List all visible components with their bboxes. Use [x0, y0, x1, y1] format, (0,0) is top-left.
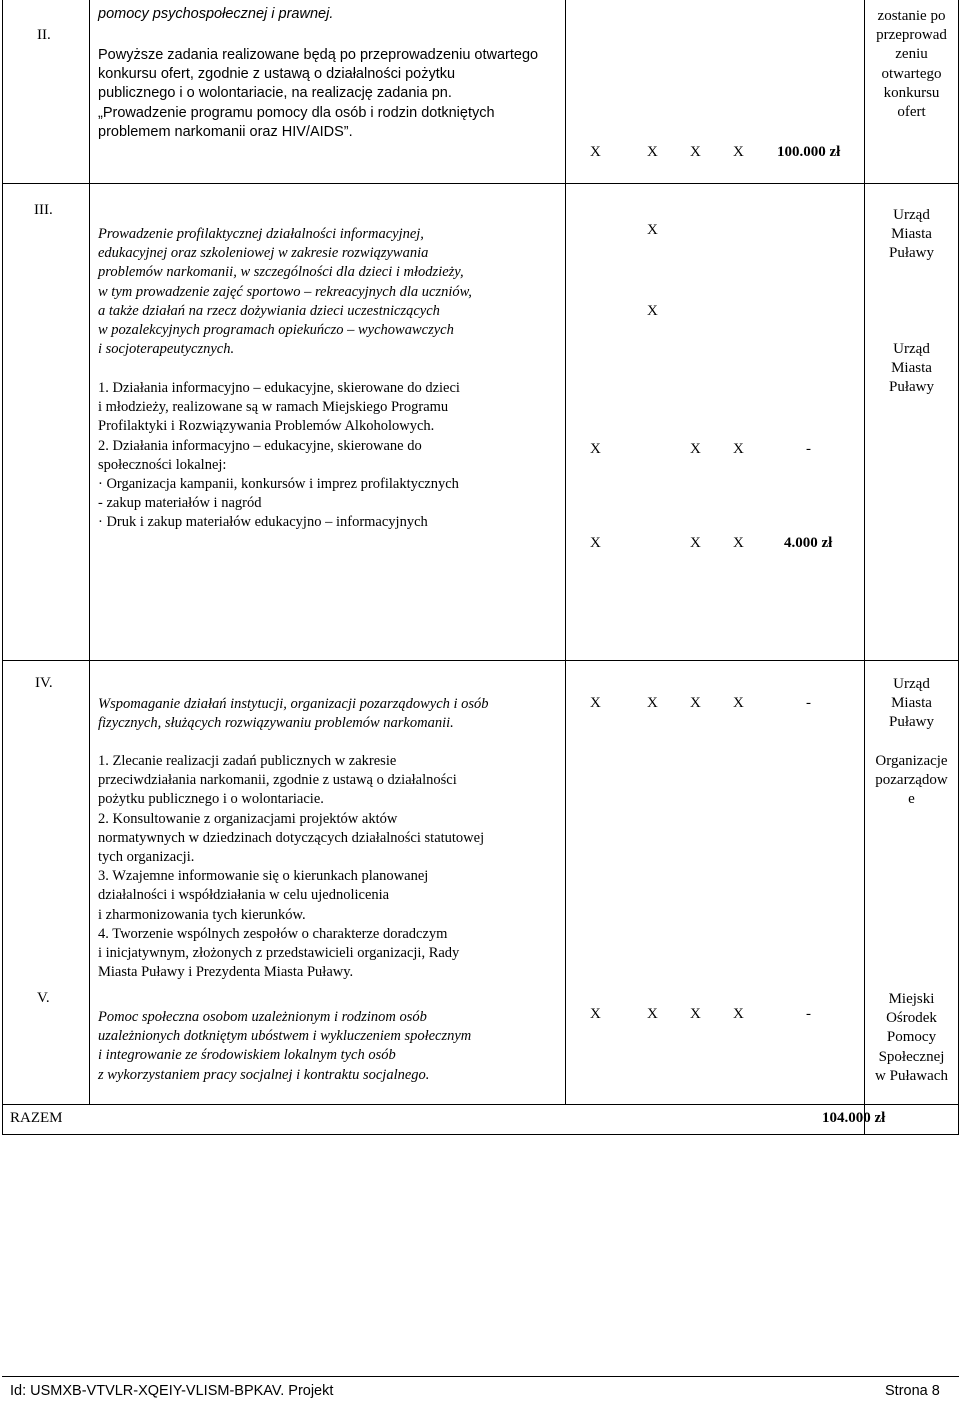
text-line: Profilaktyki i Rozwiązywania Problemów Alkoholowych.	[98, 418, 435, 435]
row-sep-total-bottom	[2, 1134, 959, 1135]
text-line: otwartego	[881, 65, 942, 82]
responsible-unit	[865, 990, 958, 1086]
text-line: Puławy	[889, 245, 934, 262]
text-line: fizycznych, służących rozwiązywaniu problemów narkomanii.	[98, 715, 454, 732]
text-line: pozarządow	[875, 772, 948, 789]
footer-rule	[2, 1376, 959, 1377]
text-line: w pozalekcyjnych programach opiekuńczo – wychowawczych	[98, 322, 454, 339]
mark-x: X	[733, 535, 744, 551]
text-line: Miasta	[891, 226, 932, 243]
mark-x: X	[590, 441, 601, 457]
text-line: e	[908, 791, 915, 808]
mark-x: X	[590, 1006, 601, 1022]
text-line: Organizacje	[875, 753, 948, 769]
text-line: Prowadzenie profilaktycznej działalności informacyjnej,	[98, 226, 424, 242]
text-line: społeczności lokalnej:	[98, 456, 227, 473]
text-line: z wykorzystaniem pracy socjalnej i kontraktu socjalnego.	[98, 1066, 430, 1083]
responsible-unit	[865, 675, 958, 733]
row-number: II.	[37, 27, 51, 43]
amount: 4.000 zł	[784, 535, 833, 551]
text-line: i zharmonizowania tych kierunków.	[98, 906, 306, 923]
text-line: 2. Konsultowanie z organizacjami projektów aktów	[98, 810, 398, 827]
text-line: konkursu ofert, zgodnie z ustawą o działalności pożytku	[98, 66, 456, 83]
row-sep-total-top	[2, 1104, 959, 1105]
text-line: 1. Działania informacyjno – edukacyjne, skierowane do dzieci	[98, 380, 460, 396]
text-line: Miasta	[891, 695, 932, 712]
text-line: 4. Tworzenie wspólnych zespołów o charakterze doradczym	[98, 925, 448, 942]
text-line: i inicjatywnym, złożonych z przedstawicieli organizacji, Rady	[98, 945, 460, 962]
col-sep-desc	[565, 0, 566, 1104]
text-line: Miasta	[891, 360, 932, 377]
row-number: IV.	[35, 675, 53, 691]
text-line: - zakup materiałów i nagród	[98, 495, 262, 512]
row-continuation-text: pomocy psychospołecznej i prawnej.	[98, 6, 334, 22]
mark-x: X	[690, 441, 701, 457]
mark-x: X	[590, 535, 601, 551]
text-line: · Organizacja kampanii, konkursów i imprez profilaktycznych	[98, 476, 459, 493]
text-line: przeprowad	[876, 27, 947, 44]
mark-x: X	[733, 695, 744, 711]
responsible-unit	[865, 752, 958, 810]
row-number: III.	[34, 202, 53, 218]
col-sep-amount	[864, 0, 865, 1134]
mark-x: X	[733, 144, 744, 160]
table-border-left	[2, 0, 3, 1134]
mark-x: X	[647, 1006, 658, 1022]
mark-x: X	[690, 535, 701, 551]
text-line: ofert	[897, 104, 926, 121]
text-line: Puławy	[889, 379, 934, 396]
text-line: konkursu	[883, 84, 940, 101]
row-number: V.	[37, 990, 50, 1006]
mark-x: X	[733, 441, 744, 457]
row-sep-3-4	[2, 660, 959, 661]
text-line: przeciwdziałania narkomanii, zgodnie z ustawą o działalności	[98, 772, 457, 789]
mark-x: X	[590, 144, 601, 160]
mark-x: X	[590, 695, 601, 711]
mark-x: X	[647, 144, 658, 160]
text-line: Urząd	[893, 341, 930, 357]
amount: 100.000 zł	[777, 144, 841, 160]
text-line: uzależnionych dotkniętym ubóstwem i wykluczeniem społecznym	[98, 1028, 472, 1045]
text-line: w tym prowadzenie zajęć sportowo – rekreacyjnych dla uczniów,	[98, 283, 472, 300]
document-id: Id: USMXB-VTVLR-XQEIY-VLISM-BPKAV. Projekt	[10, 1383, 334, 1399]
row-items	[98, 752, 484, 982]
responsible-unit	[865, 206, 958, 264]
text-line: Urząd	[893, 676, 930, 692]
mark-dash: -	[806, 1006, 811, 1022]
text-line: zeniu	[895, 46, 928, 63]
row-intro	[98, 1008, 471, 1085]
mark-x: X	[733, 1006, 744, 1022]
row-sep-2-3	[2, 183, 959, 184]
mark-x: X	[690, 1006, 701, 1022]
text-line: Miejski	[888, 991, 935, 1007]
text-line: pożytku publicznego i o wolontariacie.	[98, 791, 324, 808]
table-border-right	[958, 0, 959, 1134]
mark-dash: -	[806, 695, 811, 711]
text-line: Urząd	[893, 207, 930, 223]
text-line: 3. Wzajemne informowanie się o kierunkach planowanej	[98, 868, 429, 885]
mark-x: X	[647, 303, 658, 319]
row-items	[98, 379, 460, 533]
mark-x: X	[690, 695, 701, 711]
text-line: normatywnych w dziedzinach dotyczących działalności statutowej	[98, 829, 485, 846]
text-line: Wspomaganie działań instytucji, organizacji pozarządowych i osób	[98, 696, 489, 712]
row-description	[98, 46, 538, 142]
responsible-unit	[865, 340, 958, 398]
mark-x: X	[647, 695, 658, 711]
total-amount: 104.000 zł	[822, 1110, 886, 1126]
row-intro	[98, 695, 489, 733]
text-line: Powyższe zadania realizowane będą po przeprowadzeniu otwartego	[98, 47, 539, 63]
page-number: Strona 8	[885, 1383, 940, 1399]
text-line: problemem narkomanii oraz HIV/AIDS”.	[98, 123, 353, 140]
text-line: działalności i współdziałania w celu ujednolicenia	[98, 887, 390, 904]
responsible-note	[865, 7, 958, 122]
text-line: tych organizacji.	[98, 849, 195, 866]
col-sep-num	[89, 0, 90, 1104]
text-line: w Puławach	[875, 1067, 948, 1084]
text-line: a także działań na rzecz dożywiania dzieci uczestniczących	[98, 302, 440, 319]
mark-x: X	[647, 222, 658, 238]
text-line: Miasta Puławy i Prezydenta Miasta Puławy.	[98, 964, 354, 981]
text-line: i integrowanie ze środowiskiem lokalnym tych osób	[98, 1047, 396, 1064]
text-line: edukacyjnej oraz szkoleniowej w zakresie rozwiązywania	[98, 245, 429, 262]
text-line: i młodzieży, realizowane są w ramach Miejskiego Programu	[98, 399, 449, 416]
mark-x: X	[690, 144, 701, 160]
text-line: Puławy	[889, 714, 934, 731]
text-line: Ośrodek	[886, 1010, 937, 1027]
mark-dash: -	[806, 441, 811, 457]
text-line: zostanie po	[877, 8, 946, 24]
text-line: Pomoc społeczna osobom uzależnionym i rodzinom osób	[98, 1009, 427, 1025]
text-line: 2. Działania informacyjno – edukacyjne, skierowane do	[98, 437, 422, 454]
text-line: i socjoterapeutycznych.	[98, 341, 235, 358]
text-line: 1. Zlecanie realizacji zadań publicznych w zakresie	[98, 753, 397, 769]
text-line: Pomocy	[886, 1029, 937, 1046]
text-line: Społecznej	[878, 1048, 945, 1065]
row-intro	[98, 225, 472, 359]
text-line: problemów narkomanii, w szczególności dla dzieci i młodzieży,	[98, 264, 464, 281]
text-line: · Druk i zakup materiałów edukacyjno – informacyjnych	[98, 514, 428, 531]
total-label: RAZEM	[10, 1110, 63, 1126]
text-line: publicznego i o wolontariacie, na realizację zadania pn.	[98, 85, 452, 102]
text-line: „Prowadzenie programu pomocy dla osób i rodzin dotkniętych	[98, 104, 495, 121]
